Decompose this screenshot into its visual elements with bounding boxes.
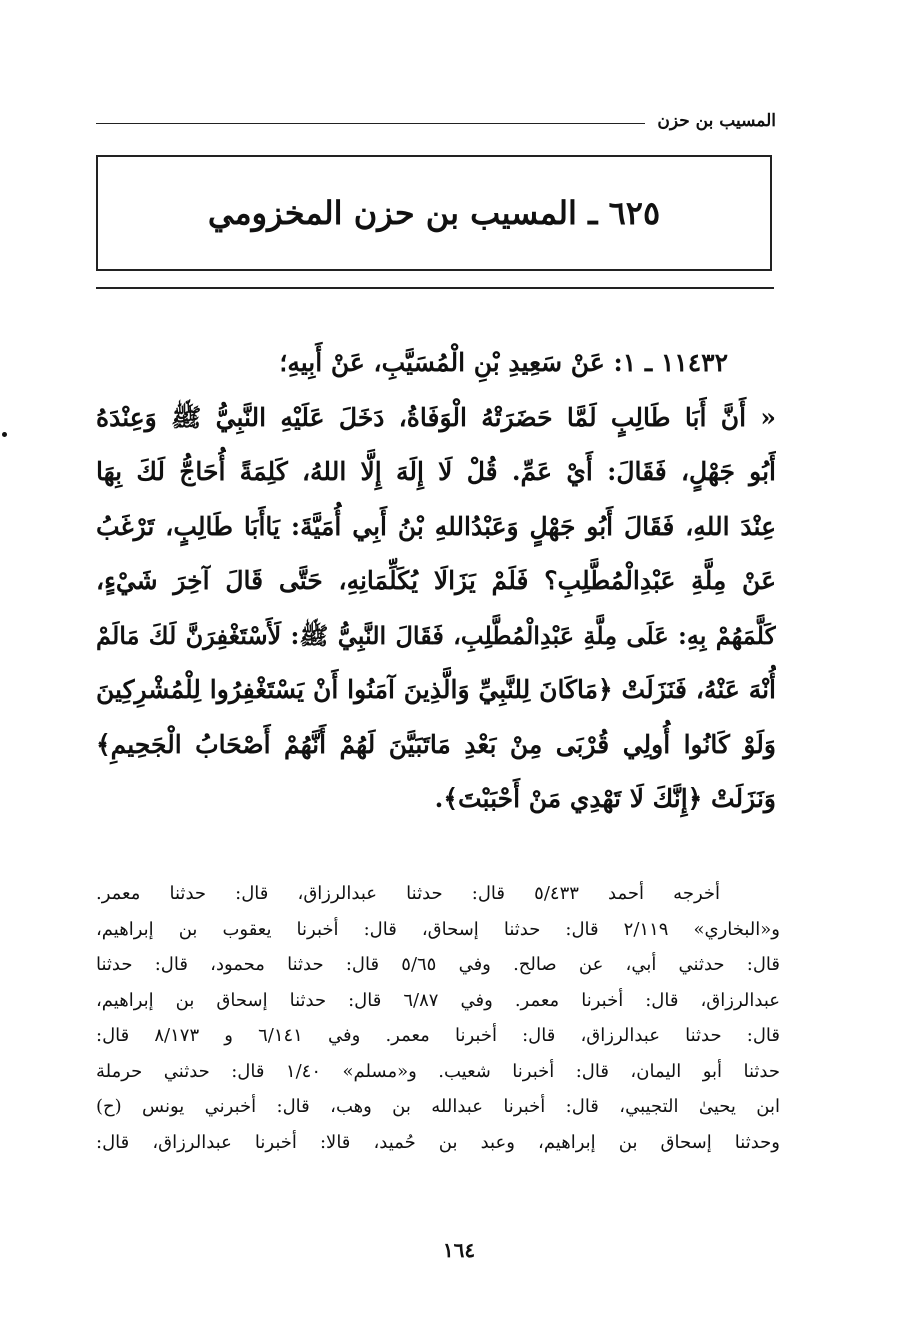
hadith-line: ١١٤٣٢ ـ ١: عَنْ سَعِيدِ بْنِ الْمُسَيَّبِ، عَنْ أَبِيهِ؛ [279, 348, 728, 377]
takhrij-line: وحدثنا إسحاق بن إبراهيم، وعبد بن حُميد، قالا: أخبرنا عبدالرزاق، قال: [96, 1131, 780, 1153]
hadith-line: « أَنَّ أَبَا طَالِبٍ لَمَّا حَضَرَتْهُ الْوَفَاةُ، دَخَلَ عَلَيْهِ النَّبِيُّ ﷺ وَعِنْدَهُ [96, 402, 776, 432]
running-header-title: المسيب بن حزن [657, 111, 776, 131]
hadith-text [96, 336, 776, 827]
header-rule [96, 123, 645, 124]
takhrij-line: قال: حدثنا عبدالرزاق، قال: أخبرنا معمر. وفي ٦/١٤١ و ٨/١٧٣ قال: [96, 1025, 780, 1046]
hadith-line: أُنْهَ عَنْهُ، فَنَزَلَتْ ﴿مَاكَانَ لِلنَّبِيِّ وَالَّذِينَ آمَنُوا أَنْ يَسْتَغْفِرُوا لِلْمُشْرِكِينَ [96, 675, 776, 704]
takhrij-footnote [96, 876, 780, 1160]
running-header [96, 106, 776, 136]
takhrij-line: حدثنا أبو اليمان، قال: أخبرنا شعيب. و«مسلم» ١/٤٠ قال: حدثني حرملة [96, 1060, 780, 1082]
margin-mark [2, 432, 7, 437]
entry-heading: ٦٢٥ ـ المسيب بن حزن المخزومي [207, 194, 661, 232]
hadith-line: كَلَّمَهُمْ بِهِ: عَلَى مِلَّةِ عَبْدِالْمُطَّلِبِ، فَقَالَ النَّبِيُّ ﷺ: لَأَسْتَغْفِرَنَّ لَكَ مَالَمْ [96, 620, 776, 650]
takhrij-line: ابن يحيىٰ التجيبي، قال: أخبرنا عبدالله بن وهب، قال: أخبرني يونس (ح) [96, 1096, 780, 1117]
takhrij-line: أخرجه أحمد ٥/٤٣٣ قال: حدثنا عبدالرزاق، قال: حدثنا معمر. [96, 883, 721, 904]
hadith-line: أَبُو جَهْلٍ، فَقَالَ: أَيْ عَمِّ. قُلْ لَا إِلَهَ إِلَّا اللهُ، كَلِمَةً أُحَاجُّ لَكَ بِهَا [96, 457, 776, 486]
hadith-line: عَنْ مِلَّةِ عَبْدِالْمُطَّلِبِ؟ فَلَمْ يَزَالَا يُكَلِّمَانِهِ، حَتَّى قَالَ آخِرَ شَيْءٍ، [96, 566, 776, 595]
takhrij-line: قال: حدثني أبي، عن صالح. وفي ٥/٦٥ قال: حدثنا محمود، قال: حدثنا [96, 954, 780, 975]
takhrij-line: عبدالرزاق، قال: أخبرنا معمر. وفي ٦/٨٧ قال: حدثنا إسحاق بن إبراهيم، [96, 989, 780, 1011]
hadith-line: عِنْدَ اللهِ، فَقَالَ أَبُو جَهْلٍ وَعَبْدُاللهِ بْنُ أَبِي أُمَيَّةَ: يَاأَبَا طَالِبٍ، تَرْغَبُ [96, 511, 776, 541]
hadith-line: وَلَوْ كَانُوا أُولِي قُرْبَى مِنْ بَعْدِ مَاتَبَيَّنَ لَهُمْ أَنَّهُمْ أَصْحَابُ الْجَحِيمِ﴾ [96, 729, 776, 759]
title-box-underline [96, 287, 774, 289]
entry-title-box [96, 155, 772, 271]
page-number: ١٦٤ [442, 1238, 476, 1262]
hadith-line: وَنَزَلَتْ ﴿إِنَّكَ لَا تَهْدِي مَنْ أَحْبَبْتَ﴾. [434, 784, 776, 813]
takhrij-line: و«البخاري» ٢/١١٩ قال: حدثنا إسحاق، قال: أخبرنا يعقوب بن إبراهيم، [96, 918, 780, 940]
